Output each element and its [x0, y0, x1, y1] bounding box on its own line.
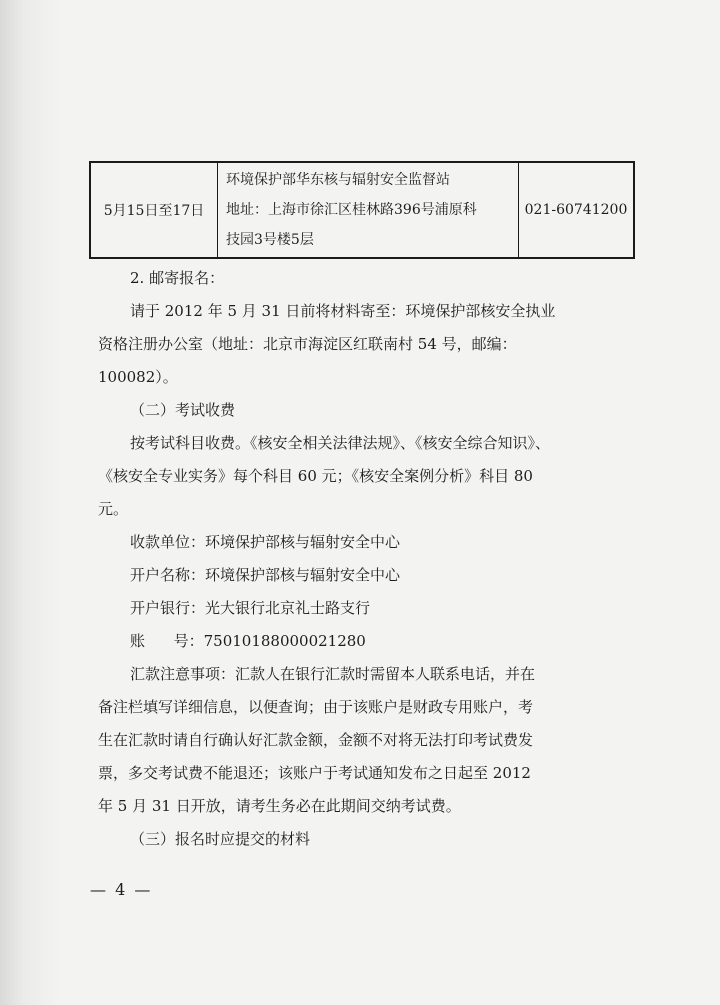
remittance-note-line-4: 票，多交考试费不能退还；该账户于考试通知发布之日起至 2012: [98, 764, 531, 782]
address-line-2: 技园3号楼5层: [226, 232, 314, 248]
fees-paragraph-line-3: 元。: [98, 500, 129, 518]
document-body: [98, 262, 640, 856]
phone-cell: 021-60741200: [519, 162, 635, 258]
mail-paragraph-line-2: 资格注册办公室（地址：北京市海淀区红联南村 54 号，邮编：: [98, 335, 517, 353]
bank-line: 开户银行：光大银行北京礼士路支行: [130, 599, 371, 617]
account-name-line: 开户名称：环境保护部核与辐射安全中心: [130, 566, 401, 584]
account-number-line: 账 号：75010188000021280: [130, 632, 366, 650]
fees-paragraph-line-2: 《核安全专业实务》每个科目 60 元；《核安全案例分析》科目 80: [98, 467, 533, 485]
organization-cell: [218, 162, 519, 258]
address-line-1: 地址：上海市徐汇区桂林路396号浦原科: [226, 202, 477, 218]
remittance-note-line-3: 生在汇款时请自行确认好汇款金额，金额不对将无法打印考试费发: [98, 731, 534, 749]
mail-registration-heading: 2. 邮寄报名：: [130, 269, 225, 287]
remittance-note-line-2: 备注栏填写详细信息，以便查询；由于该账户是财政专用账户，考: [98, 698, 534, 716]
date-cell: 5月15日至17日: [90, 162, 218, 258]
scan-edge-shadow: [0, 0, 60, 1005]
organization-name: 环境保护部华东核与辐射安全监督站: [226, 172, 450, 188]
mail-paragraph-line-1: 请于 2012 年 5 月 31 日前将材料寄至：环境保护部核安全执业: [130, 302, 556, 320]
remittance-note-line-1: 汇款注意事项：汇款人在银行汇款时需留本人联系电话，并在: [130, 665, 536, 683]
mail-paragraph-line-3: 100082）。: [98, 368, 178, 386]
table-row: [90, 162, 634, 258]
registration-table: [89, 161, 635, 259]
section-heading-materials: （三）报名时应提交的材料: [130, 830, 311, 848]
section-heading-fees: （二）考试收费: [130, 401, 236, 419]
remittance-note-line-5: 年 5 月 31 日开放，请考生务必在此期间交纳考试费。: [98, 797, 461, 815]
page-number: — 4 —: [90, 880, 153, 899]
payee-line: 收款单位：环境保护部核与辐射安全中心: [130, 533, 401, 551]
fees-paragraph-line-1: 按考试科目收费。《核安全相关法律法规》、《核安全综合知识》、: [130, 434, 551, 452]
